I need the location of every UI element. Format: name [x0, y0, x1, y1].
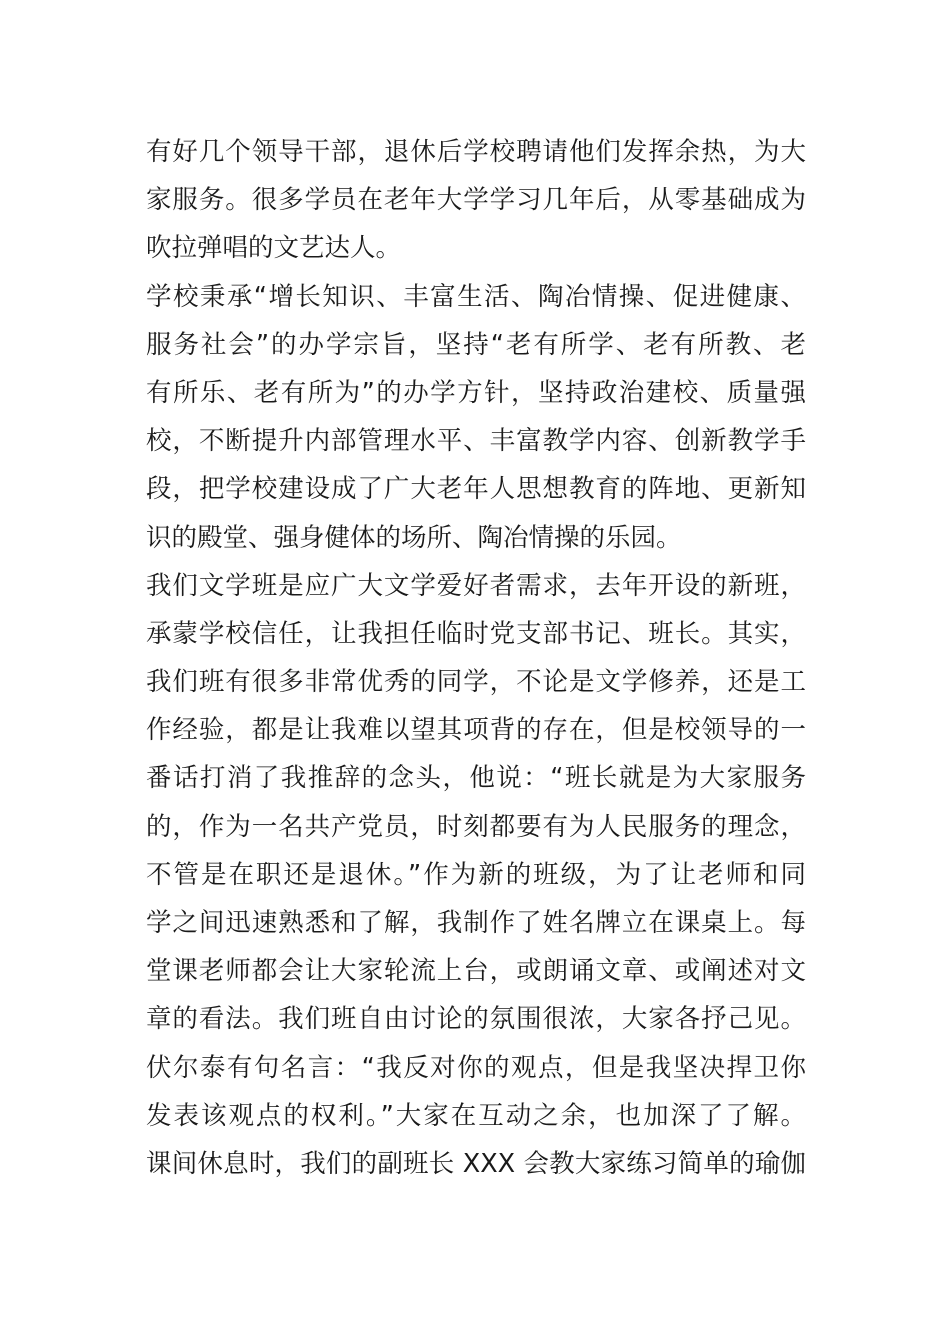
- text-line: 伏尔泰有句名言：“我反对你的观点，但是我坚决捍卫你: [146, 1052, 806, 1083]
- paragraph: [146, 273, 806, 562]
- paragraph: [146, 562, 806, 1188]
- text-line: 我们文学班是应广大文学爱好者需求，去年开设的新班，: [146, 570, 806, 601]
- text-line: 承蒙学校信任，让我担任临时党支部书记、班长。其实，: [146, 618, 806, 649]
- text-line: 番话打消了我推辞的念头，他说：“班长就是为大家服务: [146, 763, 806, 794]
- text-line: 有好几个领导干部，退休后学校聘请他们发挥余热，为大: [146, 137, 806, 167]
- text-line: 章的看法。我们班自由讨论的氛围很浓，大家各抒己见。: [146, 1004, 806, 1035]
- text-line: 学校秉承“增长知识、丰富生活、陶冶情操、促进健康、: [146, 281, 806, 312]
- text-line: 校，不断提升内部管理水平、丰富教学内容、创新教学手: [146, 426, 806, 457]
- document-page: [146, 128, 806, 1188]
- text-line: 识的殿堂、强身健体的场所、陶冶情操的乐园。: [146, 522, 682, 553]
- text-line: 我们班有很多非常优秀的同学，不论是文学修养，还是工: [146, 667, 806, 698]
- paragraph: [146, 128, 806, 273]
- text-line: 课间休息时，我们的副班长 XXX 会教大家练习简单的瑜伽: [146, 1148, 806, 1179]
- text-line: 学之间迅速熟悉和了解，我制作了姓名牌立在课桌上。每: [146, 908, 806, 938]
- text-line: 吹拉弹唱的文艺达人。: [146, 233, 402, 264]
- text-line: 发表该观点的权利。”大家在互动之余，也加深了了解。: [146, 1100, 806, 1131]
- text-line: 家服务。很多学员在老年大学学习几年后，从零基础成为: [146, 185, 806, 216]
- text-line: 段，把学校建设成了广大老年人思想教育的阵地、更新知: [146, 474, 806, 505]
- text-line: 作经验，都是让我难以望其项背的存在，但是校领导的一: [146, 715, 806, 746]
- text-line: 堂课老师都会让大家轮流上台，或朗诵文章、或阐述对文: [146, 956, 806, 987]
- text-line: 有所乐、老有所为”的办学方针，坚持政治建校、质量强: [146, 377, 806, 408]
- text-line: 不管是在职还是退休。”作为新的班级，为了让老师和同: [146, 859, 806, 890]
- text-line: 服务社会”的办学宗旨，坚持“老有所学、老有所教、老: [146, 329, 806, 360]
- text-line: 的，作为一名共产党员，时刻都要有为人民服务的理念，: [146, 811, 806, 842]
